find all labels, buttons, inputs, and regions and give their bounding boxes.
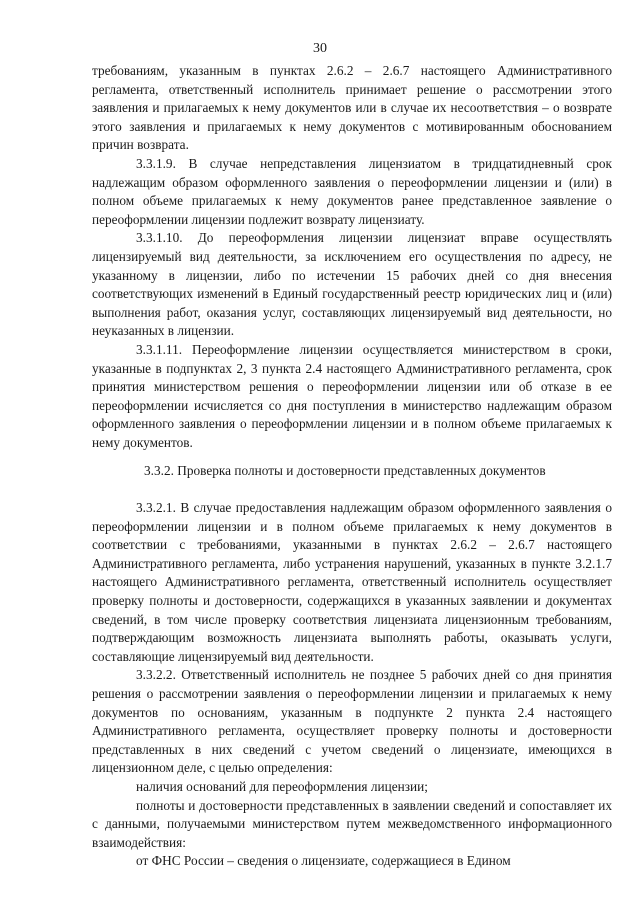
- paragraph-3-3-1-11: 3.3.1.11. Переоформление лицензии осуществляется министерством в сроки, указанные в подпунктах 2, 3 пункта 2.4 настоящего Административного регламента, срок принятия министерством решения о переоформлении лицензии или об отказе в ее переоформлении исчисляется со дня поступления в министерство надлежащим образом оформленного заявления о переоформлении лицензии и в полном объеме прилагаемых к нему документов.: [92, 341, 612, 450]
- paragraph-list-item-3: от ФНС России – сведения о лицензиате, содержащиеся в Едином: [136, 853, 511, 869]
- page-number: 30: [313, 41, 327, 56]
- paragraph-3-3-2-2: 3.3.2.2. Ответственный исполнитель не позднее 5 рабочих дней со дня принятия решения о рассмотрении заявления о переоформлении лицензии и прилагаемых к нему документов по основаниям, указанным в подпункте 2 пункта 2.4 настоящего Административного регламента, осуществляет проверку полноты и достоверности представленных в них сведений с учетом сведений о лицензиате, имеющихся в лицензионном деле, с целью определения:: [92, 667, 612, 776]
- paragraph-list-item-1: наличия оснований для переоформления лицензии;: [136, 778, 428, 794]
- paragraph-continuation: требованиям, указанным в пунктах 2.6.2 – 2.6.7 настоящего Административного регламента, ответственный исполнитель принимает решение о рассмотрении этого заявления и прилагаемых к нему документов или в случае их несоответствия – о возврате этого заявления и прилагаемых к нему документов с мотивированным обоснованием причин возврата.: [92, 63, 612, 153]
- paragraph-3-3-1-9: 3.3.1.9. В случае непредставления лицензиатом в тридцатидневный срок надлежащим образом оформленного заявления о переоформлении лицензии и (или) в полном объеме прилагаемых к нему документов ранее представленное заявление о переоформлении лицензии подлежит возврату лицензиату.: [92, 155, 612, 227]
- document-body: [92, 62, 612, 871]
- paragraph-3-3-2-1: 3.3.2.1. В случае предоставления надлежащим образом оформленного заявления о переоформлении лицензии и в полном объеме прилагаемых к нему документов в соответствии с требованиями, указанными в пунктах 2.6.2 – 2.6.7 настоящего Административного регламента, либо устранения нарушений, указанных в пункте 3.2.1.7 настоящего Административного регламента, ответственный исполнитель осуществляет проверку полноты и достоверности, содержащихся в указанных заявлении и документах сведений, в том числе проверку соответствия лицензиата лицензионным требованиям, подтверждающим возможность лицензиата выполнять работы, оказывать услуги, составляющие лицензируемый вид деятельности.: [92, 500, 612, 664]
- paragraph-list-item-2: полноты и достоверности представленных в заявлении сведений и сопоставляет их с данными, получаемыми министерством путем межведомственного информационного взаимодействия:: [92, 797, 612, 850]
- section-heading-3-3-2: 3.3.2. Проверка полноты и достоверности представленных документов: [144, 463, 546, 479]
- paragraph-3-3-1-10: 3.3.1.10. До переоформления лицензии лицензиат вправе осуществлять лицензируемый вид деятельности, за исключением его осуществления по адресу, не указанному в лицензии, либо по истечении 15 рабочих дней со дня внесения соответствующих изменений в Единый государственный реестр юридических лиц и (или) выполнения работ, оказания услуг, составляющих лицензируемый вид деятельности, но неуказанных в лицензии.: [92, 230, 612, 339]
